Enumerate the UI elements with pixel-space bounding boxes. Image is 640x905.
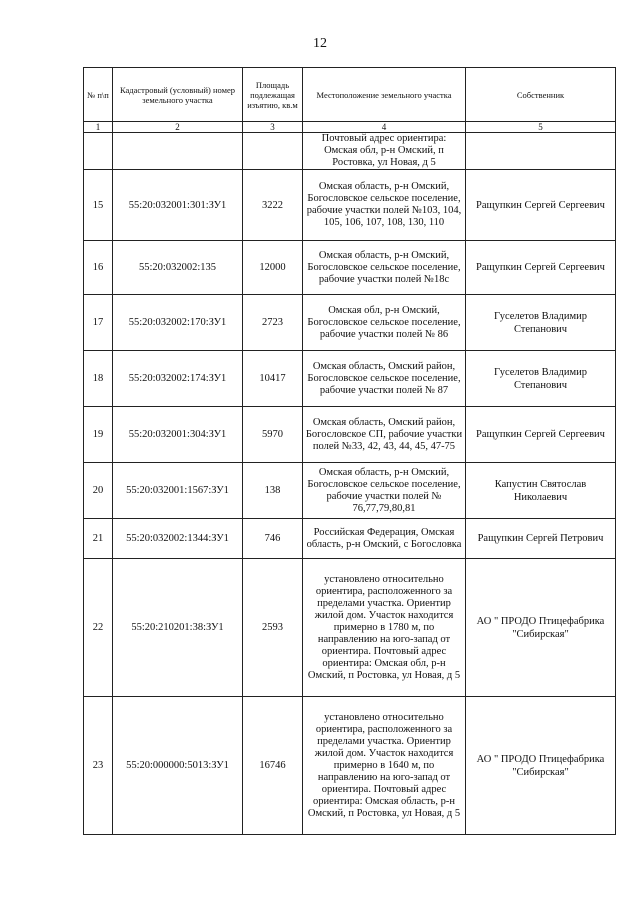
- plot-owner: АО " ПРОДО Птицефабрика "Сибирская": [466, 559, 616, 697]
- cadastral-number: 55:20:032001:304:ЗУ1: [113, 407, 243, 463]
- table-row: [84, 295, 616, 351]
- plot-location: установлено относительно ориентира, расположенного за пределами участка. Ориентир жилой дом. Участок находится примерно в 1780 м, по направлению на юго-запад от ориентира. Почтовый адрес ориентира: Омская обл, р-н Омский, п Ростовка, ул Новая, д 5: [303, 559, 466, 697]
- table-row: [84, 519, 616, 559]
- plot-area: 16746: [243, 697, 303, 835]
- header-cadastral-number: Кадастровый (условный) номер земельного участка: [113, 68, 243, 122]
- column-number: 2: [113, 122, 243, 133]
- plot-location: установлено относительно ориентира, расположенного за пределами участка. Ориентир жилой дом. Участок находится примерно в 1640 м, по направлению на юго-запад от ориентира. Почтовый адрес ориентира: Омская область, р-н Омский, п Ростовка, ул Новая, д 5: [303, 697, 466, 835]
- plot-location: Омская область, Омский район, Богословское СП, рабочие участки полей №33, 42, 43, 44, 45, 47-75: [303, 407, 466, 463]
- table-row: [84, 351, 616, 407]
- plot-area: 2593: [243, 559, 303, 697]
- plot-owner: Ращупкин Сергей Сергеевич: [466, 170, 616, 241]
- table-row: [84, 697, 616, 835]
- plot-location: Почтовый адрес ориентира: Омская обл, р-н Омский, п Ростовка, ул Новая, д 5: [303, 133, 466, 170]
- plot-location: Российская Федерация, Омская область, р-н Омский, с Богословка: [303, 519, 466, 559]
- plot-location: Омская область, р-н Омский, Богословское сельское поселение, рабочие участки полей №18с: [303, 241, 466, 295]
- column-number: 4: [303, 122, 466, 133]
- plot-owner: АО " ПРОДО Птицефабрика "Сибирская": [466, 697, 616, 835]
- row-number: 19: [84, 407, 113, 463]
- plot-owner: Ращупкин Сергей Сергеевич: [466, 241, 616, 295]
- plot-location: Омская обл, р-н Омский, Богословское сельское поселение, рабочие участки полей № 86: [303, 295, 466, 351]
- plot-owner: [466, 133, 616, 170]
- plot-area: 5970: [243, 407, 303, 463]
- cadastral-number: 55:20:032002:174:ЗУ1: [113, 351, 243, 407]
- header-area: Площадь подлежащая изъятию, кв.м: [243, 68, 303, 122]
- header-number: № п\п: [84, 68, 113, 122]
- table-row: [84, 133, 616, 170]
- plot-area: [243, 133, 303, 170]
- row-number: 22: [84, 559, 113, 697]
- cadastral-number: 55:20:000000:5013:ЗУ1: [113, 697, 243, 835]
- plot-area: 746: [243, 519, 303, 559]
- plot-area: 3222: [243, 170, 303, 241]
- plot-owner: Гуселетов Владимир Степанович: [466, 295, 616, 351]
- row-number: 20: [84, 463, 113, 519]
- plot-area: 2723: [243, 295, 303, 351]
- header-location: Местоположение земельного участка: [303, 68, 466, 122]
- cadastral-number: [113, 133, 243, 170]
- plot-location: Омская область, р-н Омский, Богословское сельское поселение, рабочие участки полей №103, 104, 105, 106, 107, 108, 130, 110: [303, 170, 466, 241]
- column-number: 5: [466, 122, 616, 133]
- plot-owner: Ращупкин Сергей Сергеевич: [466, 407, 616, 463]
- cadastral-number: 55:20:032002:135: [113, 241, 243, 295]
- row-number: 17: [84, 295, 113, 351]
- column-number: 3: [243, 122, 303, 133]
- plot-owner: Капустин Святослав Николаевич: [466, 463, 616, 519]
- plot-location: Омская область, р-н Омский, Богословское сельское поселение, рабочие участки полей № 76,77,79,80,81: [303, 463, 466, 519]
- plot-area: 138: [243, 463, 303, 519]
- table-row: [84, 170, 616, 241]
- column-number-row: [84, 122, 616, 133]
- land-plots-table: [83, 67, 616, 835]
- row-number: 15: [84, 170, 113, 241]
- plot-owner: Гуселетов Владимир Степанович: [466, 351, 616, 407]
- table-header-row: [84, 68, 616, 122]
- cadastral-number: 55:20:032001:1567:ЗУ1: [113, 463, 243, 519]
- row-number: 23: [84, 697, 113, 835]
- row-number: 18: [84, 351, 113, 407]
- table-row: [84, 463, 616, 519]
- cadastral-number: 55:20:032002:170:ЗУ1: [113, 295, 243, 351]
- plot-area: 12000: [243, 241, 303, 295]
- table-row: [84, 559, 616, 697]
- row-number: 16: [84, 241, 113, 295]
- page-number: 12: [313, 36, 327, 51]
- column-number: 1: [84, 122, 113, 133]
- row-number: 21: [84, 519, 113, 559]
- cadastral-number: 55:20:210201:38:ЗУ1: [113, 559, 243, 697]
- table-row: [84, 241, 616, 295]
- header-owner: Собственник: [466, 68, 616, 122]
- plot-location: Омская область, Омский район, Богословское сельское поселение, рабочие участки полей № 87: [303, 351, 466, 407]
- plot-area: 10417: [243, 351, 303, 407]
- table-row: [84, 407, 616, 463]
- plot-owner: Ращупкин Сергей Петрович: [466, 519, 616, 559]
- row-number: [84, 133, 113, 170]
- cadastral-number: 55:20:032002:1344:ЗУ1: [113, 519, 243, 559]
- cadastral-number: 55:20:032001:301:ЗУ1: [113, 170, 243, 241]
